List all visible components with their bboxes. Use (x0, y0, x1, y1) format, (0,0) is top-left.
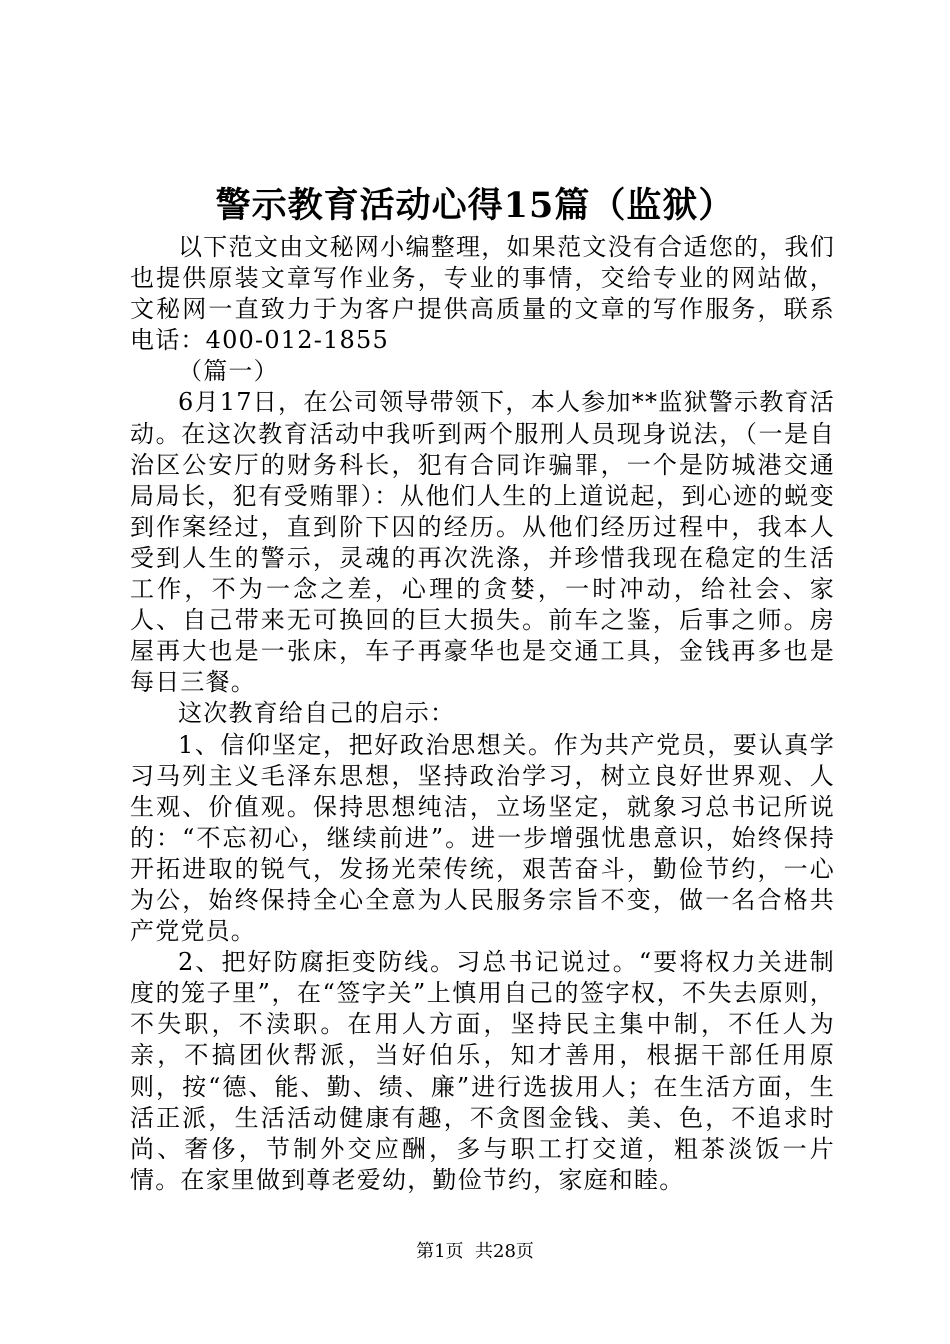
document-body (130, 232, 835, 1196)
footer-separator (464, 1241, 475, 1262)
page-number: 第1页 (416, 1241, 464, 1262)
section-heading: （篇一） (178, 357, 279, 386)
page-footer (0, 1240, 950, 1264)
body-paragraph: 1、信仰坚定，把好政治思想关。作为共产党员，要认真学习马列主义毛泽东思想，坚持政治学习，树立良好世界观、人生观、价值观。保持思想纯洁，立场坚定，就象习总书记所说的：“不忘初心，继续前进”。进一步增强忧患意识，始终保持开拓进取的锐气，发扬光荣传统，艰苦奋斗，勤俭节约，一心为公，始终保持全心全意为人民服务宗旨不变，做一名合格共产党党员。 (130, 730, 835, 946)
page-total: 共28页 (475, 1241, 534, 1262)
body-paragraph: 2、把好防腐拒变防线。习总书记说过。“要将权力关进制度的笼子里”，在“签字关”上慎用自己的签字权，不失去原则，不失职，不渎职。在用人方面，坚持民主集中制，不任人为亲，不搞团伙帮派，当好伯乐，知才善用，根据干部任用原则，按“德、能、勤、绩、廉”进行选拔用人；在生活方面，生活正派，生活活动健康有趣，不贪图金钱、美、色，不追求时尚、奢侈，节制外交应酬，多与职工打交道，粗茶淡饭一片情。在家里做到尊老爱幼，勤俭节约，家庭和睦。 (130, 948, 835, 1194)
body-paragraph: 6月17日，在公司领导带领下，本人参加**监狱警示教育活动。在这次教育活动中我听到两个服刑人员现身说法，（一是自治区公安厅的财务科长，犯有合同诈骗罪，一个是防城港交通局局长，犯有受贿罪）：从他们人生的上道说起，到心迹的蜕变到作案经过，直到阶下囚的经历。从他们经历过程中，我本人受到人生的警示，灵魂的再次洗涤，并珍惜我现在稳定的生活工作，不为一念之差，心理的贪婪，一时冲动，给社会、家人、自己带来无可换回的巨大损失。前车之鉴，后事之师。房屋再大也是一张床，车子再豪华也是交通工具，金钱再多也是每日三餐。 (130, 388, 835, 697)
intro-paragraph: 以下范文由文秘网小编整理，如果范文没有合适您的，我们也提供原装文章写作业务，专业的事情，交给专业的网站做，文秘网一直致力于为客户提供高质量的文章的写作服务，联系电话：400-012-1855 (130, 233, 835, 355)
document-title: 警示教育活动心得15篇（监狱） (215, 185, 735, 227)
body-paragraph: 这次教育给自己的启示： (178, 699, 456, 728)
